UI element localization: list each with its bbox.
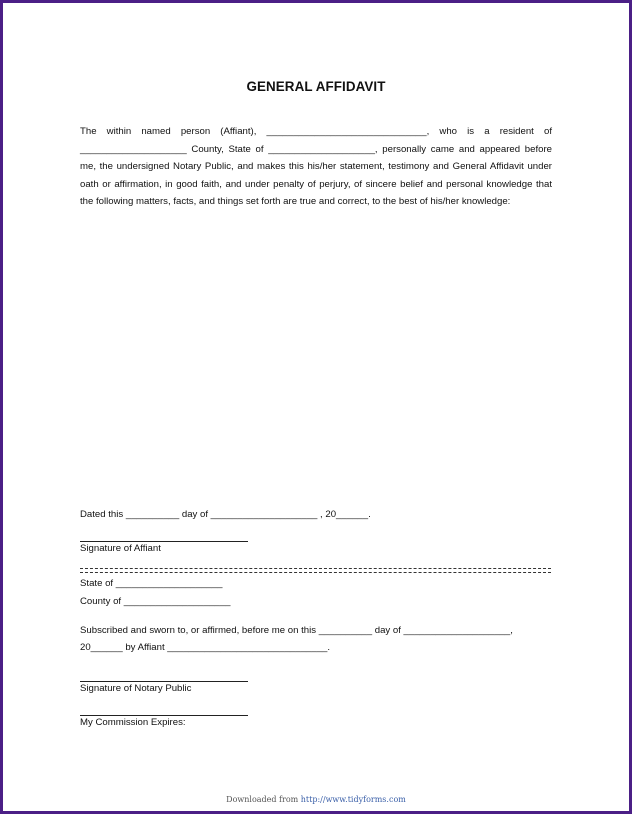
affiant-signature-rule <box>80 541 248 542</box>
affidavit-body: The within named person (Affiant), ______________________________, who is a resident of ____________________ County, State of ____________________, personally came and appeared before me, the undersigned Notary Public, and makes this his/her statement, testimony and General Affidavit under oath or affirmation, in good faith, and under penalty of perjury, of sincere belief and personal knowledge that the following matters, facts, and things set forth are true and correct, to the best of his/her knowledge: <box>80 126 552 208</box>
year-affiant-line: 20______ by Affiant ______________________________. <box>80 642 331 653</box>
footer-url-link[interactable]: http://www.tidyforms.com <box>300 795 406 804</box>
state-line: State of ____________________ <box>80 578 223 589</box>
county-line: County of ____________________ <box>80 596 231 607</box>
document-title: GENERAL AFFIDAVIT <box>246 79 386 94</box>
notary-signature-label: Signature of Notary Public <box>80 683 192 694</box>
footer-credit <box>0 795 632 804</box>
commission-rule <box>80 715 248 716</box>
commission-label: My Commission Expires: <box>80 717 186 728</box>
notary-signature-rule <box>80 681 248 682</box>
footer-prefix: Downloaded from <box>226 795 301 804</box>
dated-line: Dated this __________ day of ____________________ , 20______. <box>80 509 371 520</box>
subscribed-line: Subscribed and sworn to, or affirmed, before me on this __________ day of ____________________, <box>80 625 513 636</box>
affiant-signature-label: Signature of Affiant <box>80 543 161 554</box>
section-divider <box>80 568 551 573</box>
